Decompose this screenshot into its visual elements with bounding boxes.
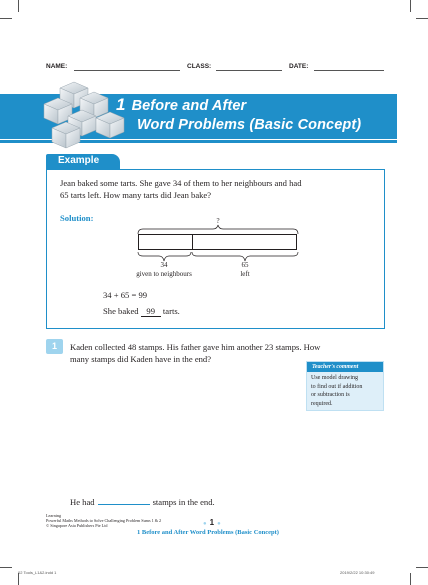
footer-section-title: 1 Before and After Word Problems (Basic Concept)	[137, 529, 279, 536]
slug-file: 02 Tools_L1&2.indd 1	[18, 570, 57, 575]
crop-mark	[416, 567, 428, 568]
model-part2-caption: left	[240, 270, 250, 278]
name-field[interactable]	[74, 70, 180, 71]
bullet-icon: ●	[217, 521, 221, 527]
crop-mark	[410, 0, 411, 12]
footer-publisher-line3: © Singapore Asia Publishers Pte Ltd	[46, 523, 108, 528]
cubes-decoration-icon	[30, 78, 140, 158]
answer-value: 99	[141, 307, 161, 317]
answer-prefix: She baked	[103, 306, 139, 316]
question-line2: many stamps did Kaden have in the end?	[70, 354, 212, 365]
crop-mark	[18, 0, 19, 12]
example-tab-label: Example	[58, 155, 100, 166]
answer-suffix: tarts.	[162, 306, 180, 316]
model-total-label: ?	[216, 217, 220, 225]
teachers-comment-box	[306, 361, 384, 411]
teachers-comment-line: to find out if addition	[311, 383, 363, 390]
footer-publisher-line1: Learning	[46, 513, 62, 518]
question-line1: Kaden collected 48 stamps. His father gave him another 23 stamps. How	[70, 342, 321, 352]
teachers-comment-line: Use model drawing	[311, 375, 358, 381]
solution-equation: 34 + 65 = 99	[103, 290, 148, 300]
class-label: CLASS:	[187, 63, 212, 70]
date-field[interactable]	[314, 70, 384, 71]
answer-suffix: stamps in the end.	[152, 497, 215, 507]
class-field[interactable]	[216, 70, 282, 71]
crop-mark	[0, 18, 12, 19]
student-info-fields	[46, 63, 386, 75]
slug-timestamp: 2019/2/22 10:30:49	[340, 570, 375, 575]
teachers-comment-title: Teacher's comment	[307, 362, 383, 372]
solution-answer	[103, 306, 180, 317]
chapter-number: 1	[116, 95, 126, 114]
question-number-badge: 1	[46, 339, 63, 354]
model-bar-divider	[192, 235, 193, 249]
date-label: DATE:	[289, 63, 309, 70]
page-number-value: 1	[209, 518, 215, 527]
model-part2-value: 65	[241, 261, 249, 269]
crop-mark	[416, 18, 428, 19]
question-answer-line	[70, 497, 215, 507]
model-part1-value: 34	[160, 261, 168, 269]
bullet-icon: ●	[203, 521, 207, 527]
crop-mark	[0, 567, 12, 568]
crop-mark	[410, 573, 411, 585]
footer-publisher-line2: Powerful Maths Methods to Solve Challenging Problem Sums 1 & 2	[46, 518, 162, 523]
teachers-comment-body	[307, 372, 383, 410]
title-text-line2: Word Problems (Basic Concept)	[137, 117, 362, 133]
teachers-comment-line: required.	[311, 400, 333, 407]
model-bar	[138, 234, 297, 250]
model-part1-caption: given to neighbours	[136, 270, 192, 278]
solution-label: Solution:	[60, 213, 94, 223]
name-label: NAME:	[46, 63, 68, 70]
title-text-line1: Before and After	[131, 98, 247, 114]
example-tab	[46, 154, 120, 169]
example-problem-line2: 65 tarts left. How many tarts did Jean bake?	[60, 190, 212, 200]
answer-blank-field[interactable]	[98, 497, 150, 505]
teachers-comment-line: or subtraction is	[311, 392, 350, 399]
page-number	[200, 518, 224, 527]
example-problem-line1: Jean baked some tarts. She gave 34 of them to her neighbours and had	[60, 178, 302, 188]
answer-prefix: He had	[70, 497, 95, 507]
page-title-line1	[116, 96, 246, 115]
